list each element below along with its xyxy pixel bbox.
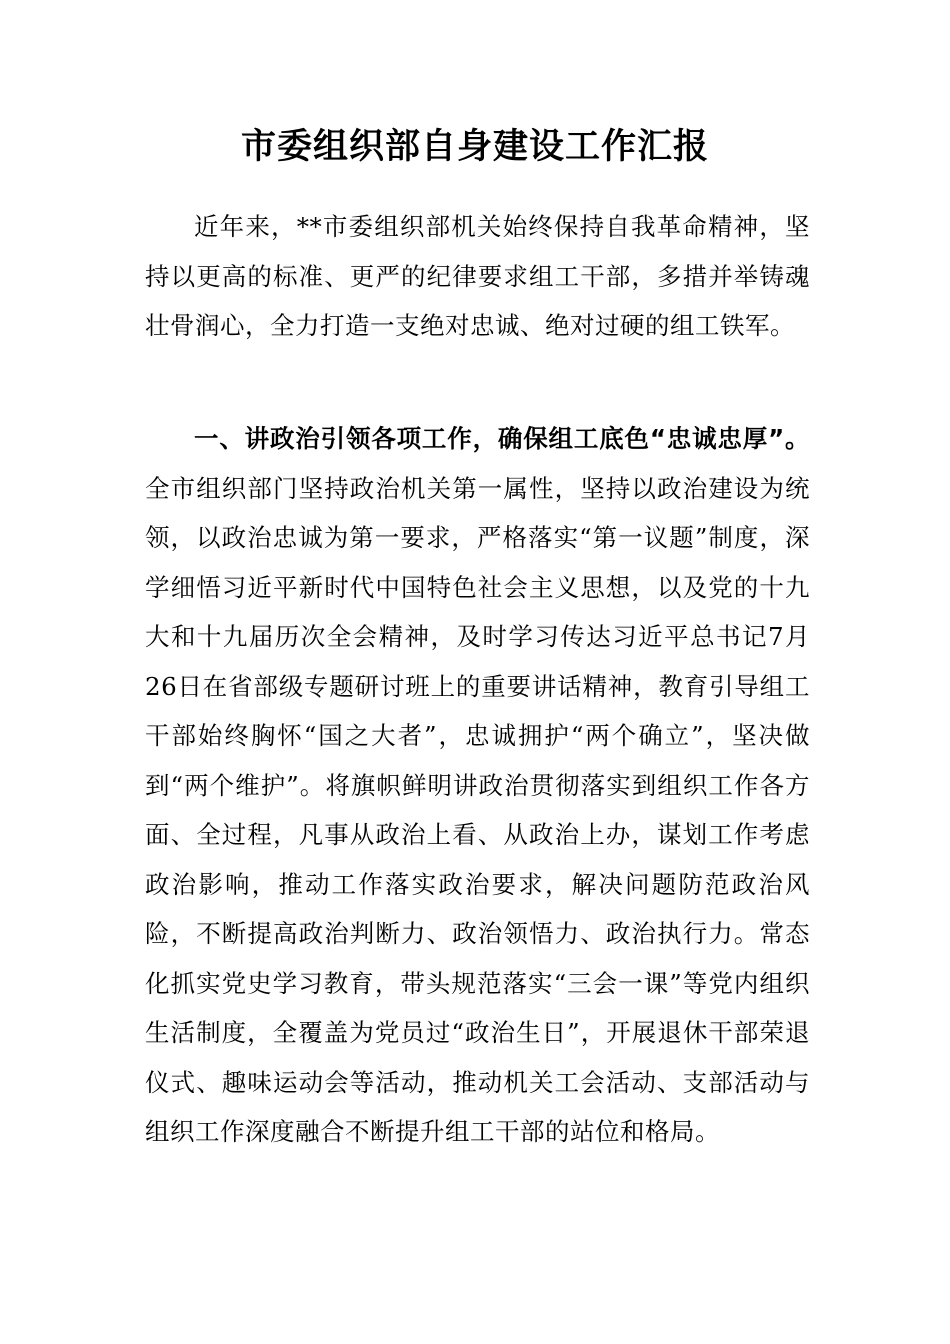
section-1-heading: 一、讲政治引领各项工作，确保组工底色“忠诚忠厚”。 xyxy=(194,424,810,453)
document-title: 市委组织部自身建设工作汇报 xyxy=(240,127,709,167)
intro-paragraph: 近年来，**市委组织部机关始终保持自我革命精神，坚持以更高的标准、更严的纪律要求组工干部，多措并举铸魂壮骨润心，全力打造一支绝对忠诚、绝对过硬的组工铁军。 xyxy=(145,212,810,340)
section-1-paragraph xyxy=(145,414,810,1157)
section-1-body: 全市组织部门坚持政治机关第一属性，坚持以政治建设为统领，以政治忠诚为第一要求，严格落实“第一议题”制度，深学细悟习近平新时代中国特色社会主义思想，以及党的十九大和十九届历次全会精神，及时学习传达习近平总书记7月26日在省部级专题研讨班上的重要讲话精神，教育引导组工干部始终胸怀“国之大者”，忠诚拥护“两个确立”，坚决做到“两个维护”。将旗帜鲜明讲政治贯彻落实到组织工作各方面、全过程，凡事从政治上看、从政治上办，谋划工作考虑政治影响，推动工作落实政治要求，解决问题防范政治风险，不断提高政治判断力、政治领悟力、政治执行力。常态化抓实党史学习教育，带头规范落实“三会一课”等党内组织生活制度，全覆盖为党员过“政治生日”，开展退休干部荣退仪式、趣味运动会等活动，推动机关工会活动、支部活动与组织工作深度融合不断提升组工干部的站位和格局。 xyxy=(145,473,810,1146)
